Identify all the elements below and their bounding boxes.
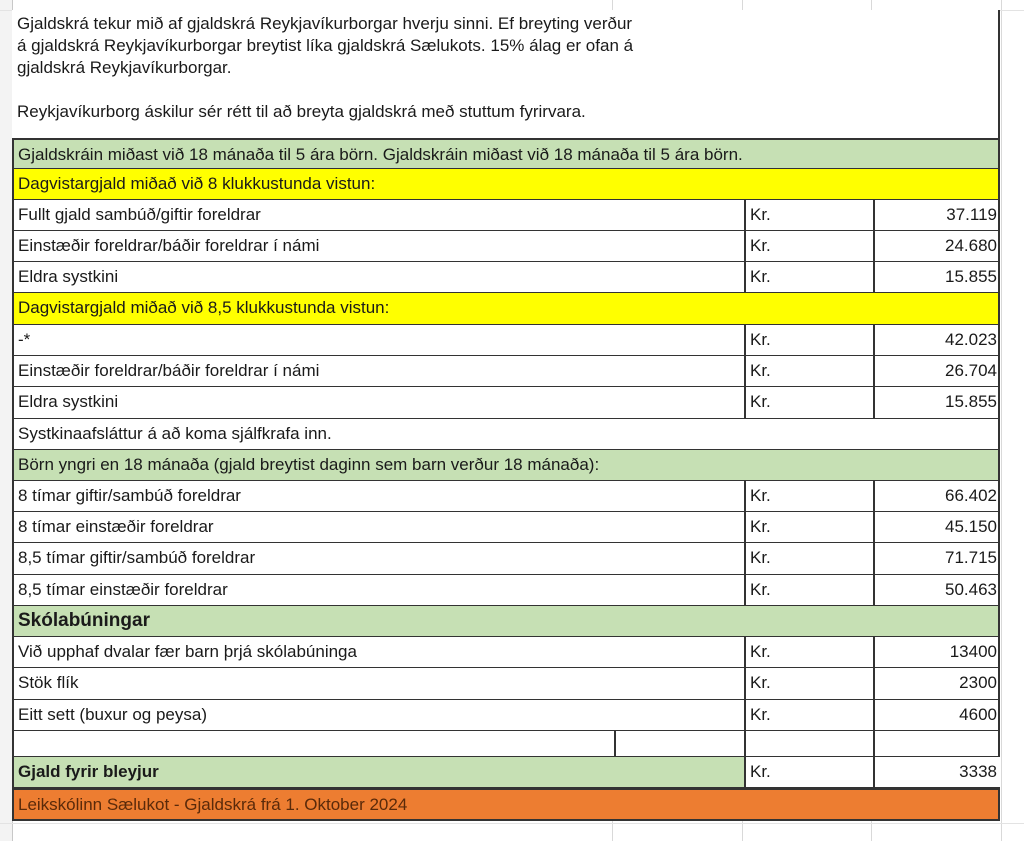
table-row[interactable] bbox=[12, 575, 1000, 607]
table-row[interactable] bbox=[12, 481, 1000, 513]
age-note-row[interactable] bbox=[12, 138, 1000, 170]
row-amount: 71.715 bbox=[873, 543, 1000, 574]
section-85h-title: Dagvistargjald miðað við 8,5 klukkustunda vistun: bbox=[18, 298, 390, 317]
row-label: 8 tímar giftir/sambúð foreldrar bbox=[18, 486, 241, 505]
row-amount: 66.402 bbox=[873, 481, 1000, 511]
empty-row[interactable] bbox=[12, 731, 1000, 758]
row-label: Stök flík bbox=[18, 673, 79, 692]
row-currency: Kr. bbox=[744, 231, 873, 261]
row-label: Við upphaf dvalar fær barn þrjá skólabúninga bbox=[18, 642, 357, 661]
row-label: Fullt gjald sambúð/giftir foreldrar bbox=[18, 205, 261, 224]
row-label: Eldra systkini bbox=[18, 392, 119, 411]
row-label: Einstæðir foreldrar/báðir foreldrar í námi bbox=[18, 236, 320, 255]
row-amount: 15.855 bbox=[873, 262, 1000, 292]
row-label: Einstæðir foreldrar/báðir foreldrar í námi bbox=[18, 361, 320, 380]
section-8h-title: Dagvistargjald miðað við 8 klukkustunda vistun: bbox=[18, 174, 376, 193]
footer-title: Leikskólinn Sælukot - Gjaldskrá frá 1. Oktober 2024 bbox=[18, 795, 408, 814]
row-currency: Kr. bbox=[744, 512, 873, 542]
row-amount: 24.680 bbox=[873, 231, 1000, 261]
row-amount: 15.855 bbox=[873, 387, 1000, 418]
table-row[interactable] bbox=[12, 512, 1000, 544]
section-8h-title-row[interactable] bbox=[12, 169, 1000, 201]
section-85h-title-row[interactable] bbox=[12, 293, 1000, 326]
age-note: Gjaldskráin miðast við 18 mánaða til 5 ára börn. Gjaldskráin miðast við 18 mánaða til 5 ára börn. bbox=[18, 145, 743, 164]
section-under18-title-row[interactable] bbox=[12, 450, 1000, 482]
row-amount: 45.150 bbox=[873, 512, 1000, 542]
row-currency: Kr. bbox=[744, 200, 873, 230]
row-currency: Kr. bbox=[744, 262, 873, 292]
table-row[interactable] bbox=[12, 637, 1000, 669]
footer-title-row[interactable] bbox=[12, 788, 1000, 821]
row-currency: Kr. bbox=[744, 637, 873, 667]
row-amount: 13400 bbox=[873, 637, 1000, 667]
empty-cell[interactable] bbox=[873, 731, 1000, 756]
diapers-currency: Kr. bbox=[744, 757, 873, 787]
gridline bbox=[0, 823, 1024, 824]
table-row[interactable] bbox=[12, 356, 1000, 388]
row-amount: 37.119 bbox=[873, 200, 1000, 230]
intro-line-2: á gjaldskrá Reykjavíkurborgar breytist líka gjaldskrá Sælukots. 15% álag er ofan á bbox=[17, 36, 634, 55]
table-row[interactable] bbox=[12, 700, 1000, 732]
empty-cell[interactable] bbox=[14, 731, 614, 756]
intro-line-4: Reykjavíkurborg áskilur sér rétt til að breyta gjaldskrá með stuttum fyrirvara. bbox=[17, 102, 586, 121]
sibling-note: Systkinaafsláttur á að koma sjálfkrafa inn. bbox=[18, 424, 332, 443]
row-currency: Kr. bbox=[744, 700, 873, 730]
table-row[interactable] bbox=[12, 262, 1000, 294]
row-currency: Kr. bbox=[744, 543, 873, 574]
row-currency: Kr. bbox=[744, 575, 873, 605]
section-uniforms-title-row[interactable] bbox=[12, 606, 1000, 638]
intro-line-3: gjaldskrá Reykjavíkurborgar. bbox=[17, 58, 232, 77]
diapers-amount: 3338 bbox=[873, 757, 1000, 787]
table-row[interactable] bbox=[12, 325, 1000, 357]
intro-line-1: Gjaldskrá tekur mið af gjaldskrá Reykjavíkurborgar hverju sinni. Ef breyting verður bbox=[17, 14, 633, 33]
empty-cell[interactable] bbox=[744, 731, 873, 756]
row-label: Eldra systkini bbox=[18, 267, 119, 286]
row-currency: Kr. bbox=[744, 481, 873, 511]
row-amount: 42.023 bbox=[873, 325, 1000, 355]
row-amount: 2300 bbox=[873, 668, 1000, 699]
table-row[interactable] bbox=[12, 231, 1000, 263]
row-amount: 4600 bbox=[873, 700, 1000, 730]
row-label: -* bbox=[18, 330, 31, 349]
sibling-note-row[interactable] bbox=[12, 419, 1000, 451]
row-currency: Kr. bbox=[744, 325, 873, 355]
row-amount: 26.704 bbox=[873, 356, 1000, 386]
row-label: 8 tímar einstæðir foreldrar bbox=[18, 517, 214, 536]
table-row[interactable] bbox=[12, 543, 1000, 576]
row-label: Eitt sett (buxur og peysa) bbox=[18, 705, 207, 724]
section-under18-title: Börn yngri en 18 mánaða (gjald breytist daginn sem barn verður 18 mánaða): bbox=[18, 455, 600, 474]
diapers-label: Gjald fyrir bleyjur bbox=[14, 757, 744, 787]
table-row[interactable] bbox=[12, 200, 1000, 232]
row-currency: Kr. bbox=[744, 668, 873, 699]
diapers-row[interactable] bbox=[12, 757, 1000, 789]
row-label: 8,5 tímar giftir/sambúð foreldrar bbox=[18, 548, 256, 567]
row-label: 8,5 tímar einstæðir foreldrar bbox=[18, 580, 228, 599]
gridline bbox=[1001, 0, 1002, 841]
table-row[interactable] bbox=[12, 387, 1000, 420]
row-currency: Kr. bbox=[744, 387, 873, 418]
row-amount: 50.463 bbox=[873, 575, 1000, 605]
intro-cell[interactable] bbox=[12, 10, 1000, 138]
section-uniforms-title: Skólabúningar bbox=[18, 610, 150, 631]
table-row[interactable] bbox=[12, 668, 1000, 701]
empty-cell[interactable] bbox=[614, 731, 744, 756]
row-currency: Kr. bbox=[744, 356, 873, 386]
